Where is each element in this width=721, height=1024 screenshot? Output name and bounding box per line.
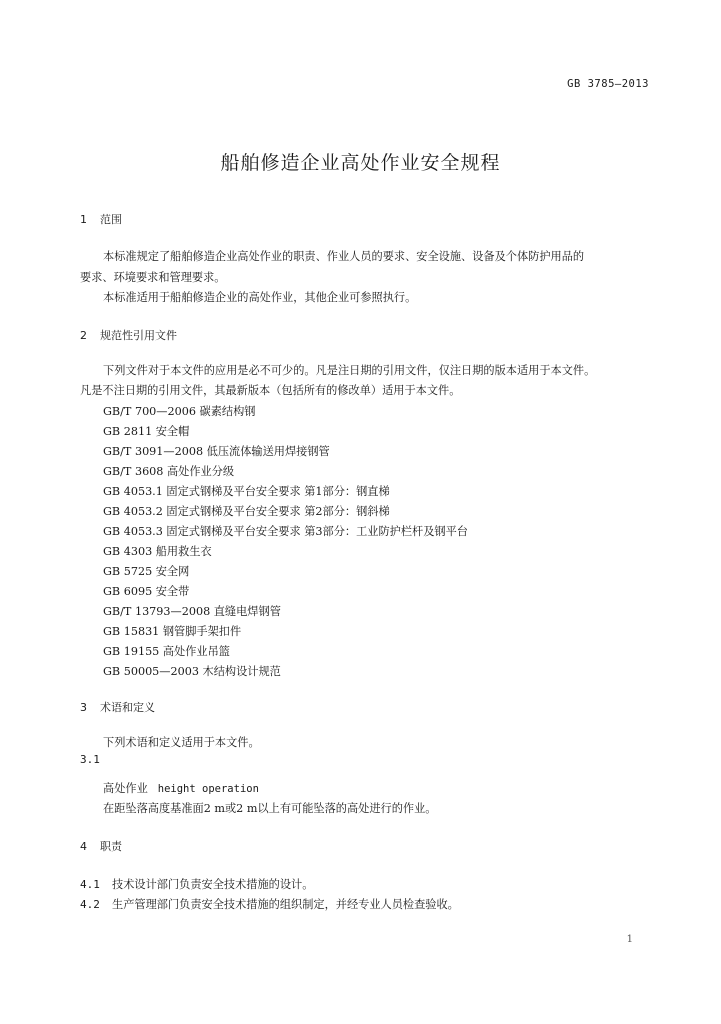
section-number: 4 (80, 840, 87, 853)
paragraph-line: 下列术语和定义适用于本文件。 (103, 736, 260, 749)
section-2-heading (80, 327, 177, 343)
paragraph-line: 本标准适用于船舶修造企业的高处作业，其他企业可参照执行。 (103, 291, 417, 304)
term-definition: 在距坠落高度基准面2 m或2 m以上有可能坠落的高处进行的作业。 (103, 802, 437, 815)
reference-item: GB 4053.2 固定式钢梯及平台安全要求 第2部分：钢斜梯 (103, 505, 390, 518)
reference-item: GB 5725 安全网 (103, 565, 190, 578)
reference-item: GB/T 700—2006 碳素结构钢 (103, 405, 256, 418)
standard-code: GB 3785—2013 (567, 78, 649, 90)
reference-item: GB 15831 钢管脚手架扣件 (103, 625, 242, 638)
clause-item (80, 896, 459, 912)
reference-item: GB 6095 安全带 (103, 585, 190, 598)
paragraph-line: 下列文件对于本文件的应用是必不可少的。凡是注日期的引用文件，仅注日期的版本适用于本文件。 (103, 364, 596, 377)
clause-item (80, 876, 313, 892)
section-title: 规范性引用文件 (100, 329, 177, 342)
clause-text: 生产管理部门负责安全技术措施的组织制定，并经专业人员检查验收。 (112, 898, 459, 911)
reference-item: GB 19155 高处作业吊篮 (103, 645, 230, 658)
document-title: 船舶修造企业高处作业安全规程 (220, 152, 501, 174)
section-title: 职责 (100, 840, 122, 853)
reference-item: GB 4053.1 固定式钢梯及平台安全要求 第1部分：钢直梯 (103, 485, 390, 498)
paragraph-line: 本标准规定了船舶修造企业高处作业的职责、作业人员的要求、安全设施、设备及个体防护用品的 (103, 250, 585, 263)
section-number: 2 (80, 329, 87, 342)
term-english: height operation (157, 783, 259, 795)
paragraph-line: 凡是不注日期的引用文件，其最新版本（包括所有的修改单）适用于本文件。 (80, 384, 461, 397)
clause-text: 技术设计部门负责安全技术措施的设计。 (112, 878, 314, 891)
reference-item: GB/T 13793—2008 直缝电焊钢管 (103, 605, 281, 618)
paragraph-line: 要求、环境要求和管理要求。 (80, 271, 226, 284)
clause-number: 4.2 (80, 898, 100, 911)
reference-item: GB 4053.3 固定式钢梯及平台安全要求 第3部分：工业防护栏杆及钢平台 (103, 525, 468, 538)
reference-item: GB 2811 安全帽 (103, 425, 190, 438)
section-title: 术语和定义 (100, 701, 155, 714)
reference-item: GB 4303 船用救生衣 (103, 545, 212, 558)
reference-item: GB 50005—2003 木结构设计规范 (103, 665, 281, 678)
section-title: 范围 (100, 213, 122, 226)
reference-item: GB/T 3091—2008 低压流体输送用焊接钢管 (103, 445, 330, 458)
page-number: 1 (626, 934, 633, 945)
reference-item: GB/T 3608 高处作业分级 (103, 465, 235, 478)
section-1-heading (80, 211, 122, 227)
term-chinese: 高处作业 (103, 782, 148, 795)
section-3-heading (80, 699, 155, 715)
section-4-heading (80, 838, 122, 854)
term-entry (103, 780, 259, 796)
clause-number: 3.1 (80, 753, 100, 766)
section-number: 1 (80, 213, 87, 226)
section-number: 3 (80, 701, 87, 714)
clause-number: 4.1 (80, 878, 100, 891)
